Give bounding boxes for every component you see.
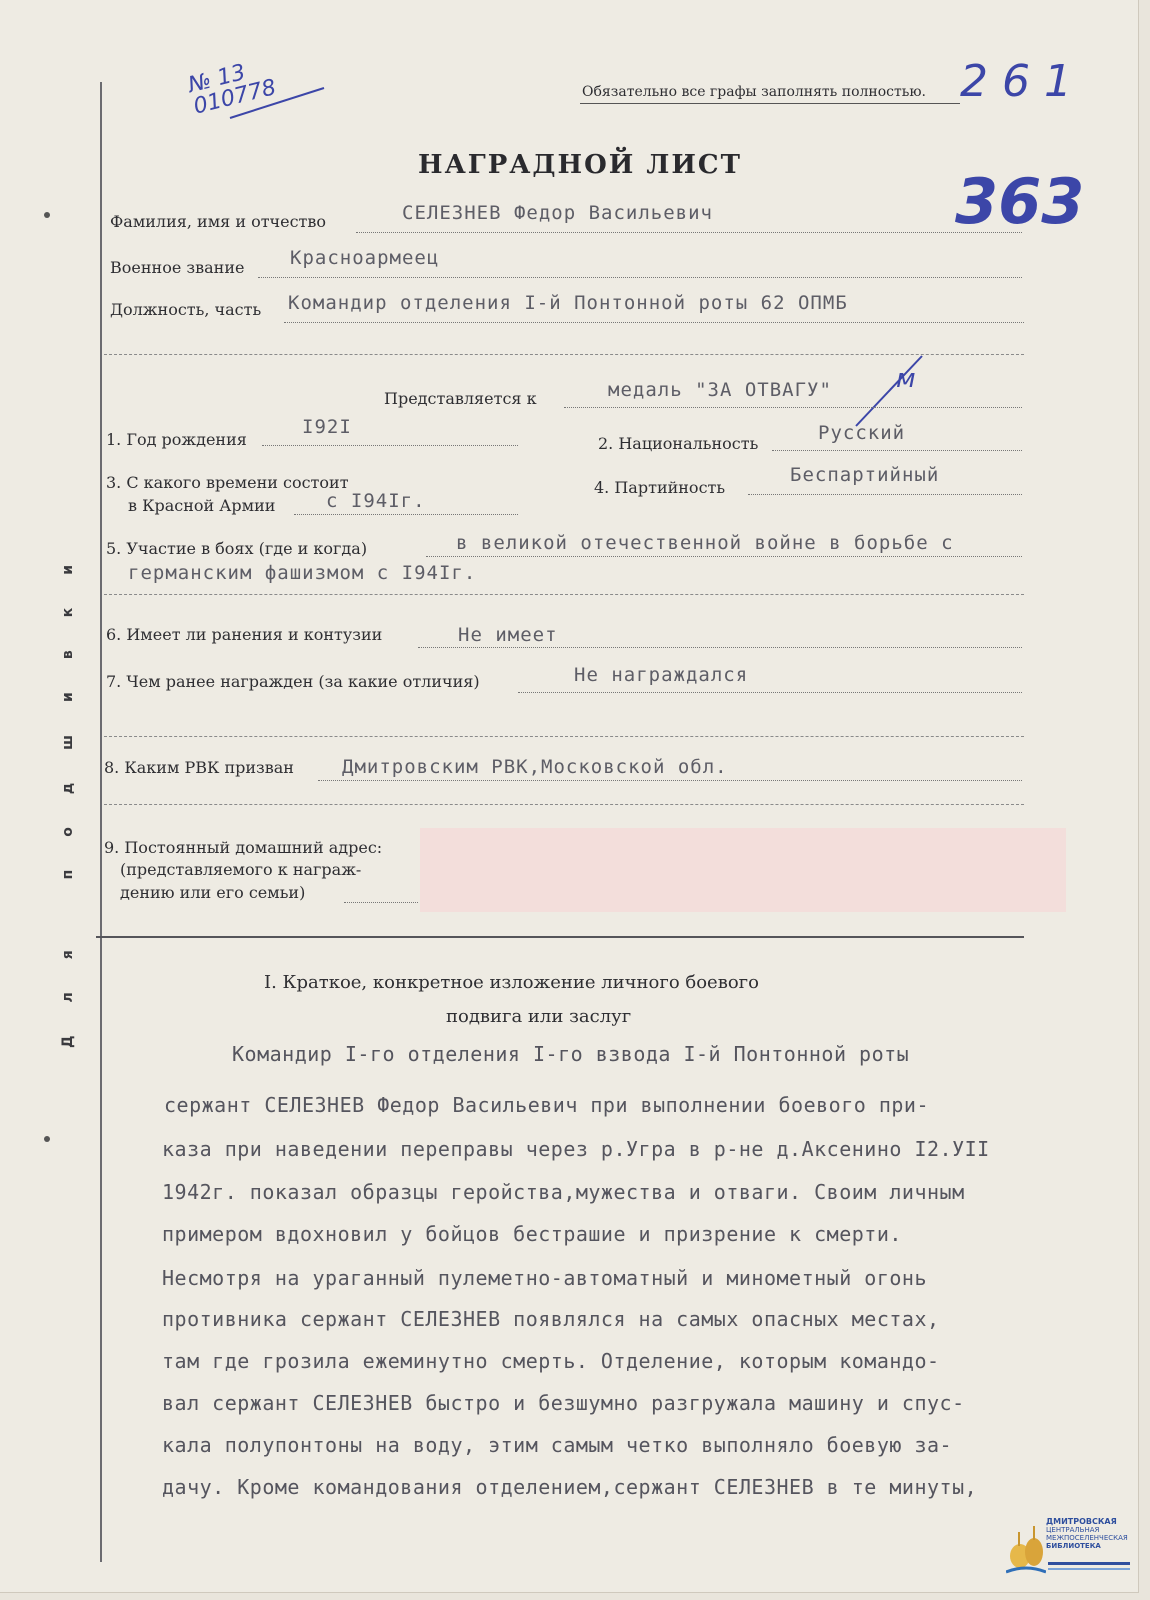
narrative-line: каза при наведении переправы через р.Угра в р-не д.Аксенино I2.УII [162, 1137, 990, 1161]
birth-year-label: 1. Год рождения [106, 430, 247, 449]
draft-office-label: 8. Каким РВК призван [104, 758, 294, 777]
rank-value: Красноармеец [290, 247, 440, 269]
rank-line [258, 277, 1022, 278]
address-label-line [344, 902, 418, 903]
position-line [284, 322, 1024, 323]
section-heading-1: I. Краткое, конкретное изложение личного боевого [264, 972, 759, 993]
section-divider [96, 936, 1024, 938]
full-name-label: Фамилия, имя и отчество [110, 212, 327, 231]
draft-office-value: Дмитровским РВК,Московской обл. [342, 756, 728, 778]
archive-code: № 13 010778 [185, 60, 279, 120]
narrative-line: 1942г. показал образцы геройства,мужества и отваги. Своим личным [162, 1180, 965, 1204]
narrative-line: Несмотря на ураганный пулеметно-автоматный и минометный огонь [162, 1266, 928, 1290]
address-redaction [420, 828, 1066, 912]
nationality-line [772, 450, 1022, 451]
narrative-line: кала полупонтоны на воду, этим самым четко выполняло боевую за- [162, 1433, 953, 1457]
narrative-line: вал сержант СЕЛЕЗНЕВ быстро и безшумно разгружала машину и спус- [162, 1391, 965, 1415]
award-value: медаль "ЗА ОТВАГУ" [608, 379, 832, 401]
narrative-line: противника сержант СЕЛЕЗНЕВ появлялся на самых опасных местах, [162, 1307, 940, 1331]
church-dome-icon [1006, 1512, 1046, 1582]
prior-awards-label: 7. Чем ранее награжден (за какие отличия) [106, 672, 480, 691]
party-value: Беспартийный [790, 464, 940, 486]
service-since-label-2: в Красной Армии [128, 496, 276, 515]
side-caption: Для подшивки [60, 531, 76, 1049]
birth-year-value: I92I [302, 416, 352, 438]
binding-hole [44, 212, 50, 218]
full-name-value: СЕЛЕЗНЕВ Федор Васильевич [402, 202, 713, 224]
wounds-value: Не имеет [458, 624, 558, 646]
full-name-line [356, 232, 1022, 233]
party-label: 4. Партийность [594, 478, 726, 497]
award-handwritten-mark: м [896, 364, 916, 394]
nationality-value: Русский [818, 422, 906, 444]
margin-line [100, 82, 102, 1562]
wounds-label: 6. Имеет ли ранения и контузии [106, 625, 383, 644]
narrative-line: дачу. Кроме командования отделением,сержант СЕЛЕЗНЕВ в те минуты, [162, 1475, 978, 1499]
narrative-line: примером вдохновил у бойцов бестрашие и призрение к смерти. [162, 1222, 902, 1246]
prior-awards-value: Не награждался [574, 664, 749, 686]
award-line [564, 407, 1022, 408]
award-slash [850, 352, 930, 432]
position-value: Командир отделения I-й Понтонной роты 62 ОПМБ [288, 292, 848, 314]
address-label-1: 9. Постоянный домашний адрес: [104, 838, 383, 857]
address-label-3: дению или его семьи) [120, 883, 306, 902]
narrative-line: Командир I-го отделения I-го взвода I-й Понтонной роты [232, 1042, 910, 1066]
library-logo [1006, 1512, 1134, 1588]
fill-notice: Обязательно все графы заполнять полностью. [582, 84, 927, 100]
address-label-2: (представляемого к награж- [120, 860, 362, 879]
rank-label: Военное звание [110, 258, 245, 277]
draft-office-line [318, 780, 1022, 781]
battles-line-2 [104, 594, 1024, 595]
prior-awards-line-2 [104, 736, 1024, 737]
party-line [748, 494, 1022, 495]
award-label: Представляется к [384, 389, 537, 408]
battles-value-1: в великой отечественной войне в борьбе с [456, 532, 954, 554]
nationality-label: 2. Национальность [598, 434, 759, 453]
wounds-line [418, 647, 1022, 648]
document-title: НАГРАДНОЙ ЛИСТ [418, 150, 742, 180]
battles-value-2: германским фашизмом с I94Iг. [128, 562, 477, 584]
prior-awards-line [518, 692, 1022, 693]
draft-office-line-2 [104, 804, 1024, 805]
battles-label: 5. Участие в боях (где и когда) [106, 539, 368, 558]
narrative-line: сержант СЕЛЕЗНЕВ Федор Васильевич при выполнении боевого при- [164, 1093, 930, 1117]
service-since-line [294, 514, 518, 515]
battles-line-1 [426, 556, 1022, 557]
page-number: 261 [960, 56, 1086, 107]
service-since-label-1: 3. С какого времени состоит [106, 473, 349, 492]
section-heading-2: подвига или заслуг [446, 1006, 632, 1027]
record-number: 363 [955, 165, 1085, 238]
position-label: Должность, часть [110, 300, 262, 319]
notice-underline [580, 103, 960, 104]
narrative-line: там где грозила ежеминутно смерть. Отделение, которым командо- [162, 1349, 940, 1373]
library-logo-text: ДМИТРОВСКАЯ ЦЕНТРАЛЬНАЯ МЕЖПОСЕЛЕНЧЕСКАЯ БИБЛИОТЕКА [1046, 1517, 1128, 1550]
service-since-value: с I94Iг. [326, 490, 426, 512]
birth-year-line [262, 445, 518, 446]
archive-underline [228, 84, 328, 124]
binding-hole [44, 1136, 50, 1142]
